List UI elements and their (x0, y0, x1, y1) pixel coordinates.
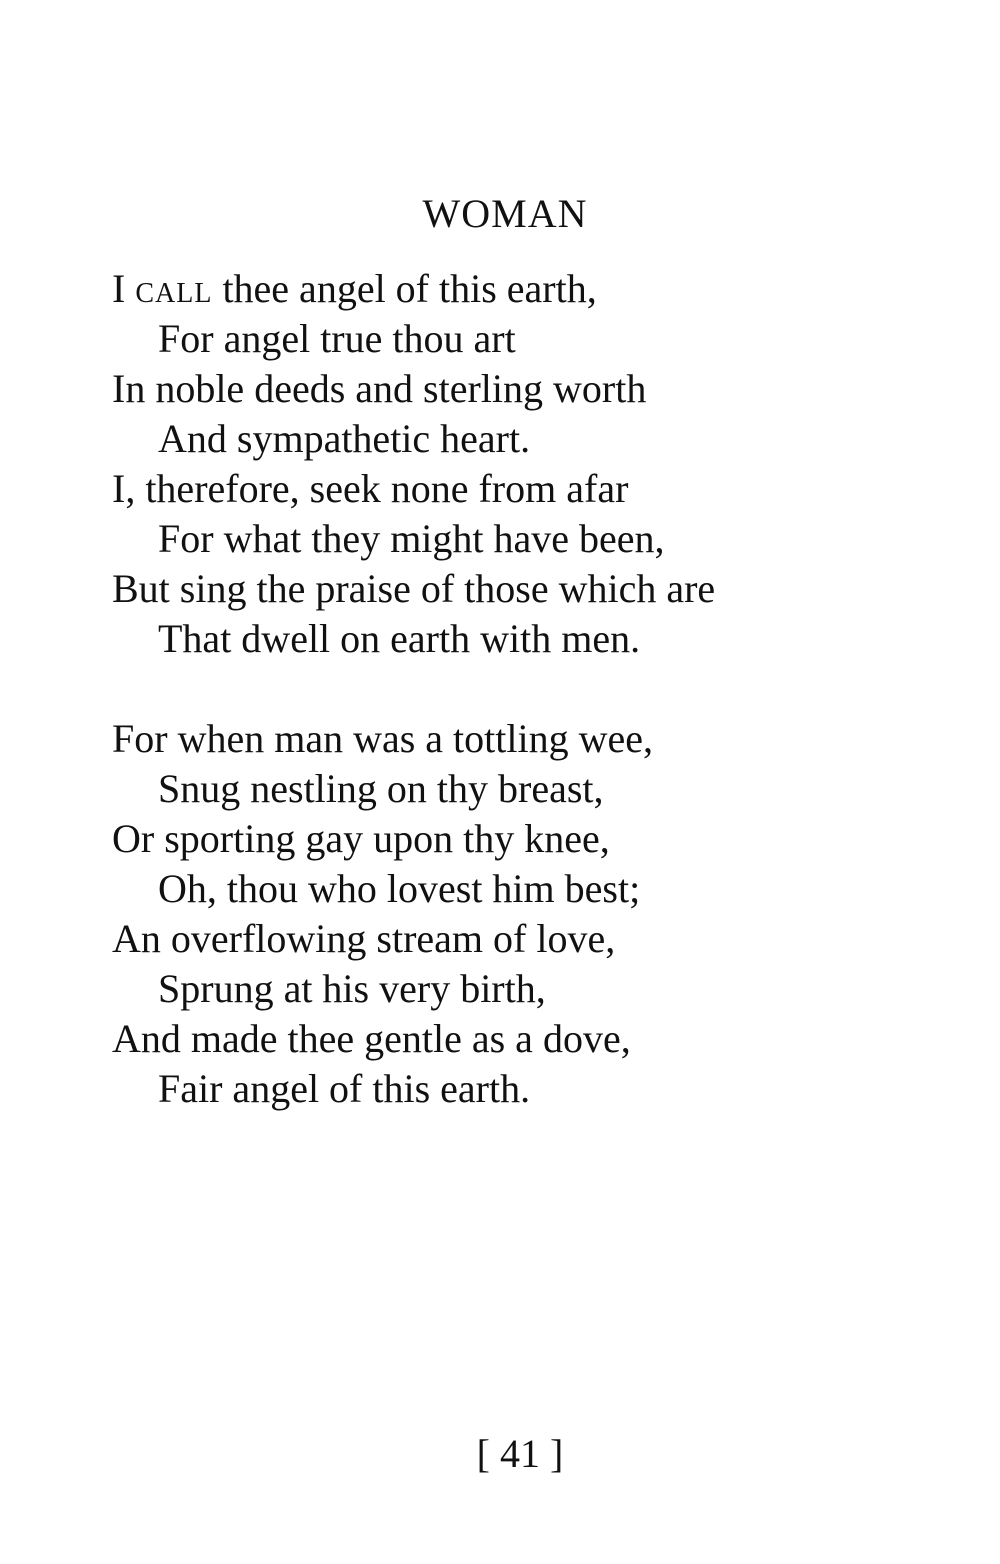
poem-line: For when man was a tottling wee, (112, 716, 653, 761)
poem-line: Sprung at his very birth, (158, 966, 546, 1011)
poem-line: I, therefore, seek none from afar (112, 466, 629, 511)
poem-line: Or sporting gay upon thy knee, (112, 816, 610, 861)
stanza-1 (112, 264, 715, 664)
poem-line: That dwell on earth with men. (158, 616, 641, 661)
poem-line: An overflowing stream of love, (112, 916, 616, 961)
poem-line: Fair angel of this earth. (158, 1066, 531, 1111)
poem-line: And made thee gentle as a dove, (112, 1016, 631, 1061)
poem-line: For what they might have been, (158, 516, 665, 561)
poem-line: But sing the praise of those which are (112, 566, 716, 611)
poem-line: In noble deeds and sterling worth (112, 366, 647, 411)
poem-line: For angel true thou art (158, 316, 516, 361)
stanza-2 (112, 714, 653, 1114)
poem-line: I call thee angel of this earth, (112, 266, 597, 311)
poem-line: Oh, thou who lovest him best; (158, 866, 641, 911)
poem-line: And sympathetic heart. (158, 416, 531, 461)
poem-title: WOMAN (422, 191, 588, 236)
poem-line: Snug nestling on thy breast, (158, 766, 604, 811)
page-number: [ 41 ] (476, 1431, 564, 1476)
